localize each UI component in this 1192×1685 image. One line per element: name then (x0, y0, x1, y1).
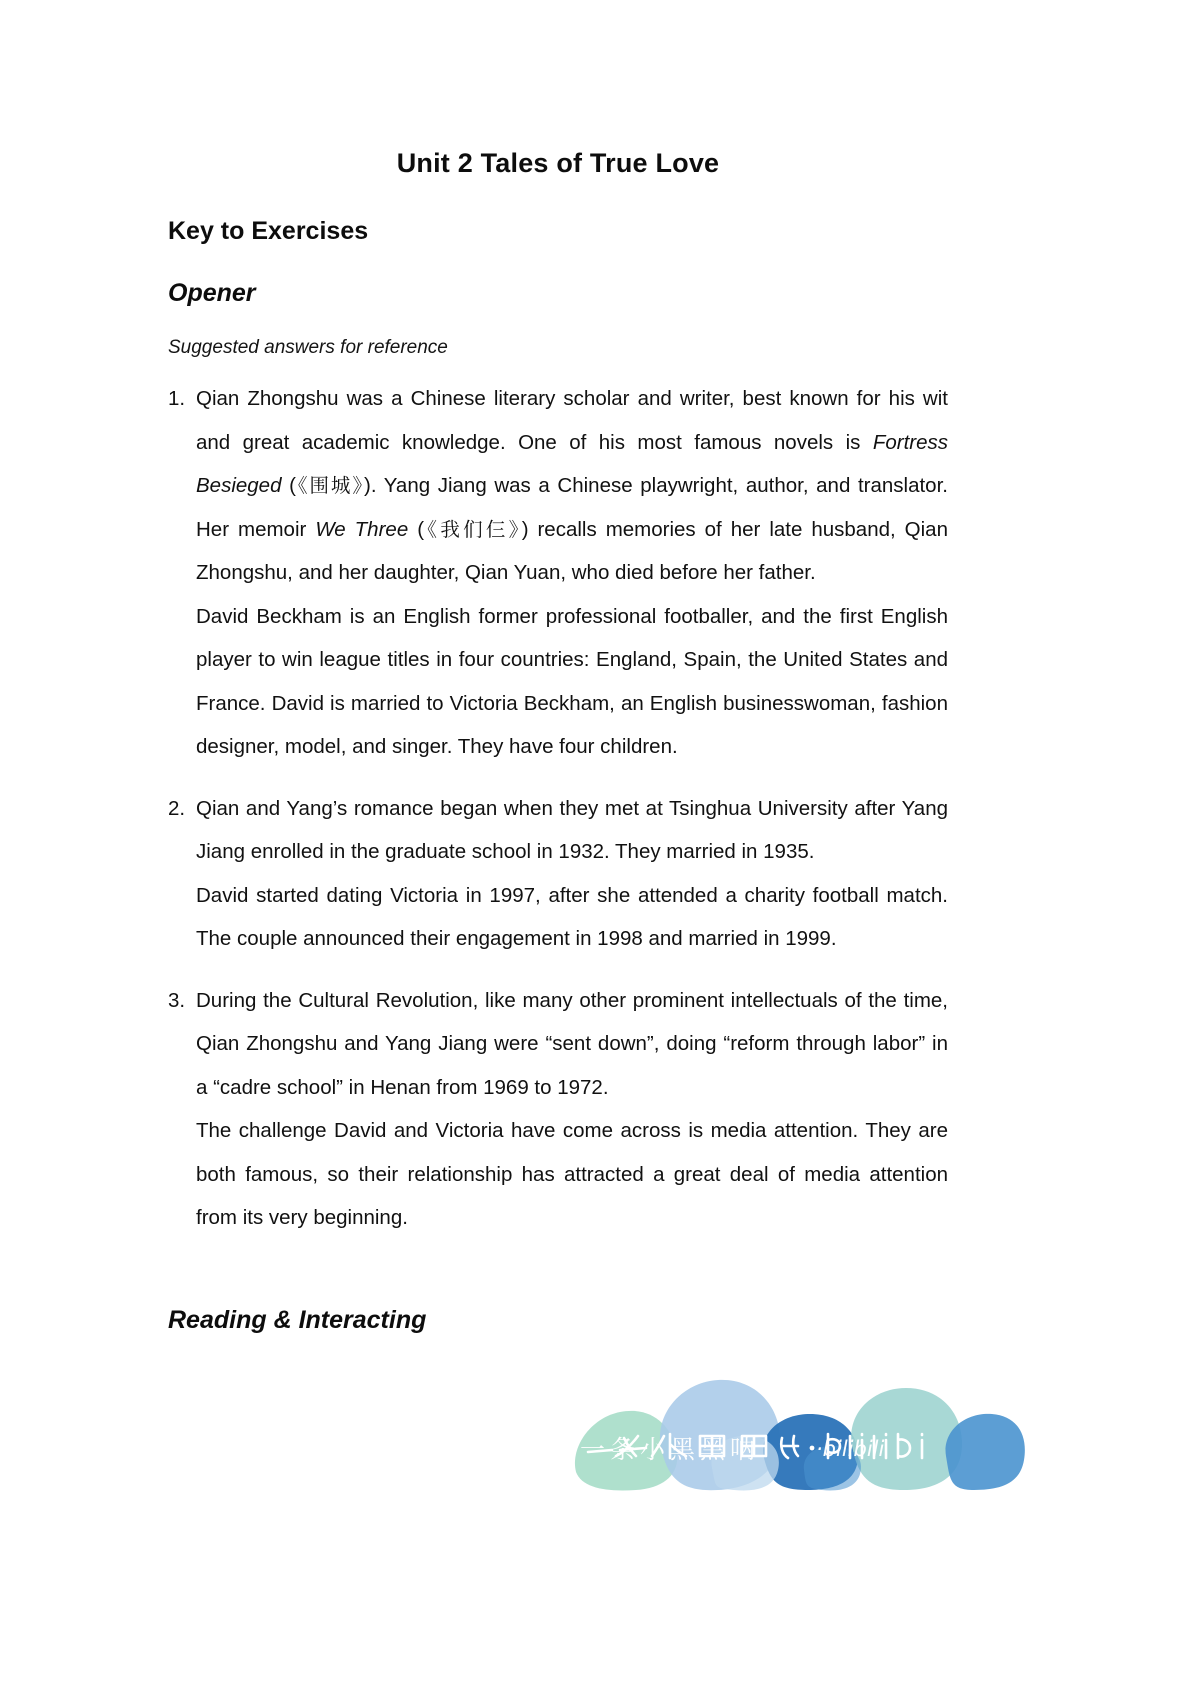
answer-list (168, 377, 948, 1240)
paragraph-text: ). Yang Jiang was a Chinese playwright, author, and translator. Her memoir (196, 474, 948, 541)
paragraph-text: The challenge David and Victoria have come across is media attention. They are both famous, so their relationship has attracted a great deal of media attention from its very beginning. (196, 1119, 948, 1229)
answer-paragraph (196, 787, 948, 874)
paragraph-text: David Beckham is an English former professional footballer, and the first English player to win league titles in four countries: England, Spain, the United States and France. David is married to Victoria Beckham, an English businesswoman, fashion designer, model, and singer. They have four children. (196, 604, 948, 758)
paragraph-text: Qian and Yang’s romance began when they met at Tsinghua University after Yang Jiang enrolled in the graduate school in 1932. They married in 1935. (196, 796, 948, 863)
svg-text:一条小黑黑呐: 一条小黑黑呐 (580, 1435, 761, 1464)
answer-item (168, 377, 948, 769)
bilibili-watermark (566, 1352, 1026, 1492)
watermark-wordmark (816, 1437, 885, 1461)
paragraph-text: Qian Zhongshu was a Chinese literary scholar and writer, best known for his wit and great academic knowledge. One of his most famous novels is (196, 387, 948, 454)
paragraph-text: ( (408, 517, 425, 541)
answer-item (168, 979, 948, 1240)
book-title: We Three (315, 517, 409, 541)
page-title: Unit 2 Tales of True Love (396, 148, 720, 178)
paragraph-text: ) recalls memories of her late husband, Qian Zhongshu, and her daughter, Qian Yuan, who died before her father. (196, 517, 948, 584)
answer-item-marker: 2. (168, 796, 186, 820)
answer-item-marker: 3. (168, 988, 186, 1012)
paragraph-text: David started dating Victoria in 1997, after she attended a charity football match. The couple announced their engagement in 1998 and married in 1999. (196, 883, 948, 950)
answer-item-marker: 1. (168, 387, 186, 410)
answer-item (168, 787, 948, 961)
answer-paragraph (196, 595, 948, 769)
document-content (168, 0, 948, 1335)
answer-paragraph (196, 874, 948, 961)
section-heading-reading-interacting: Reading & Interacting (168, 1305, 427, 1334)
answer-paragraph (196, 377, 948, 595)
section-heading-key-to-exercises: Key to Exercises (168, 217, 369, 245)
section-heading-opener: Opener (168, 279, 256, 307)
suggested-answers-note: Suggested answers for reference (168, 337, 448, 358)
paragraph-text: During the Cultural Revolution, like many other prominent intellectuals of the time, Qian Zhongshu and Yang Jiang were “sent down”, doing “reform through labor” in a “cadre school” in Henan from 1969 to 1972. (196, 988, 948, 1099)
answer-paragraph (196, 979, 948, 1110)
paragraph-text: ( (281, 474, 296, 497)
chinese-title: 《围城》 (295, 474, 364, 497)
chinese-title: 《我们仨》 (424, 517, 522, 541)
answer-paragraph (196, 1109, 948, 1240)
watermark-cjk-script (580, 1435, 760, 1464)
svg-text:·bilibili: ·bilibili (816, 1437, 885, 1461)
book-title: Fortress Besieged (196, 430, 948, 497)
